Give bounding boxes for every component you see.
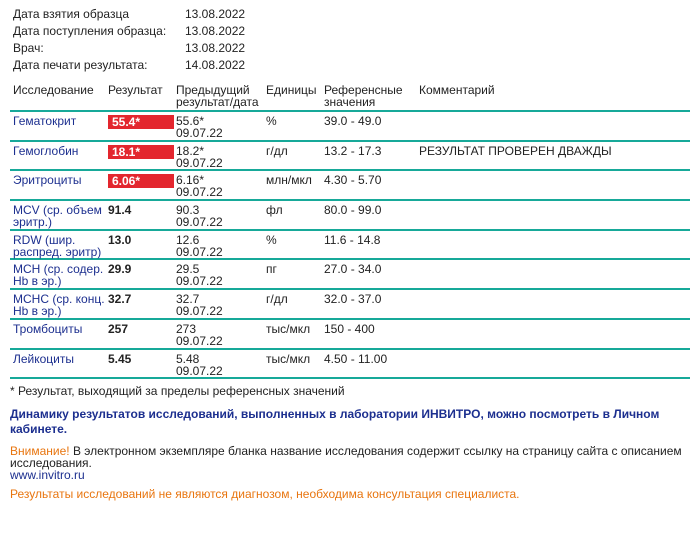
result-value: 91.4	[108, 203, 132, 218]
units: %	[266, 114, 277, 128]
result-cell	[108, 142, 176, 170]
header-previous: Предыдущий результат/дата	[176, 83, 259, 109]
print-date-label: Дата печати результата:	[13, 58, 148, 72]
comment	[419, 260, 690, 288]
previous-date: 09.07.22	[176, 244, 223, 259]
result-cell	[108, 290, 176, 318]
result-value: 13.0	[108, 232, 132, 247]
previous-result	[176, 201, 266, 229]
sample-date-label: Дата взятия образца	[13, 7, 129, 21]
result-value: 29.9	[108, 262, 132, 277]
units: пг	[266, 262, 277, 277]
comment	[419, 231, 690, 259]
receipt-date-label: Дата поступления образца:	[13, 24, 167, 38]
attention-note	[10, 445, 690, 481]
sample-info	[13, 6, 245, 74]
comment	[419, 320, 690, 348]
table-row	[10, 320, 690, 350]
previous-result	[176, 260, 266, 288]
result-cell	[108, 171, 176, 199]
previous-value: 5.48	[176, 351, 200, 366]
reference-range: 27.0 - 34.0	[324, 262, 382, 277]
previous-value: 273	[176, 321, 197, 336]
previous-date: 09.07.22	[176, 363, 223, 378]
test-name-link[interactable]: Эритроциты	[13, 173, 82, 188]
site-link[interactable]: www.invitro.ru	[10, 468, 85, 482]
previous-date: 09.07.22	[176, 126, 223, 140]
disclaimer: Результаты исследований не являются диагнозом, необходима консультация специалиста.	[10, 487, 520, 501]
result-cell	[108, 112, 176, 140]
table-row	[10, 142, 690, 172]
test-name-link[interactable]: MCH (ср. содер. Hb в эр.)	[13, 262, 104, 289]
table-row	[10, 201, 690, 231]
header-test: Исследование	[13, 83, 94, 97]
reference-range: 32.0 - 37.0	[324, 292, 382, 307]
previous-date: 09.07.22	[176, 155, 223, 170]
test-name-link[interactable]: MCV (ср. объем эритр.)	[13, 203, 102, 230]
previous-value: 12.6	[176, 232, 200, 247]
header-units: Единицы	[266, 83, 317, 97]
table-row	[10, 290, 690, 320]
previous-result	[176, 290, 266, 318]
previous-result	[176, 171, 266, 199]
print-date-row	[13, 57, 245, 74]
sample-date-value: 13.08.2022	[185, 7, 246, 21]
comment	[419, 350, 690, 378]
reference-range: 4.50 - 11.00	[324, 351, 388, 366]
table-row	[10, 260, 690, 290]
previous-value: 32.7	[176, 292, 200, 307]
test-name-link[interactable]: Лейкоциты	[13, 351, 75, 366]
previous-value: 90.3	[176, 203, 200, 218]
result-cell	[108, 231, 176, 259]
reference-range: 80.0 - 99.0	[324, 203, 382, 218]
units: г/дл	[266, 143, 288, 158]
table-row	[10, 350, 690, 380]
flagged-result: 18.1*	[108, 145, 174, 159]
previous-date: 09.07.22	[176, 185, 223, 200]
previous-value: 55.6*	[176, 114, 205, 128]
doctor-value: 13.08.2022	[185, 41, 246, 55]
footnote: * Результат, выходящий за пределы референсных значений	[10, 384, 345, 398]
result-value: 32.7	[108, 292, 132, 307]
result-cell	[108, 320, 176, 348]
header-result: Результат	[108, 83, 163, 97]
reference-range: 13.2 - 17.3	[324, 143, 382, 158]
test-name-link[interactable]: Гематокрит	[13, 114, 77, 128]
test-name-link[interactable]: RDW (шир. распред. эритр)	[13, 232, 102, 259]
units: г/дл	[266, 292, 288, 307]
results-table	[10, 84, 690, 379]
units: млн/мкл	[266, 173, 312, 188]
comment	[419, 171, 690, 199]
previous-value: 29.5	[176, 262, 200, 277]
units: фл	[266, 203, 283, 218]
previous-date: 09.07.22	[176, 304, 223, 319]
table-row	[10, 112, 690, 142]
test-name-link[interactable]: MCHC (ср. конц. Hb в эр.)	[13, 292, 105, 319]
attention-label: Внимание!	[10, 444, 70, 458]
units: %	[266, 232, 277, 247]
previous-result	[176, 350, 266, 378]
flagged-result: 6.06*	[108, 174, 174, 188]
receipt-date-row	[13, 23, 245, 40]
test-name-link[interactable]: Гемоглобин	[13, 143, 79, 158]
header-comment: Комментарий	[419, 83, 495, 97]
sample-date-row	[13, 6, 245, 23]
units: тыс/мкл	[266, 321, 311, 336]
previous-result	[176, 320, 266, 348]
print-date-value: 14.08.2022	[185, 58, 246, 72]
previous-date: 09.07.22	[176, 274, 223, 289]
table-row	[10, 171, 690, 201]
header-reference: Референсные значения	[324, 83, 403, 109]
previous-result	[176, 112, 266, 140]
previous-value: 6.16*	[176, 173, 205, 188]
comment: РЕЗУЛЬТАТ ПРОВЕРЕН ДВАЖДЫ	[419, 143, 612, 158]
reference-range: 4.30 - 5.70	[324, 173, 382, 188]
reference-range: 150 - 400	[324, 321, 375, 336]
previous-result	[176, 231, 266, 259]
comment	[419, 290, 690, 318]
comment	[419, 112, 690, 140]
reference-range: 11.6 - 14.8	[324, 232, 381, 247]
test-name-link[interactable]: Тромбоциты	[13, 321, 83, 336]
table-header	[10, 84, 690, 112]
previous-date: 09.07.22	[176, 333, 223, 348]
units: тыс/мкл	[266, 351, 311, 366]
attention-text: В электронном экземпляре бланка название исследования содержит ссылку на страницу сайта с описанием исследования.	[10, 444, 682, 470]
result-cell	[108, 350, 176, 378]
result-value: 5.45	[108, 351, 132, 366]
doctor-row	[13, 40, 245, 57]
table-row	[10, 231, 690, 261]
result-cell	[108, 201, 176, 229]
receipt-date-value: 13.08.2022	[185, 24, 246, 38]
previous-value: 18.2*	[176, 143, 205, 158]
doctor-label: Врач:	[13, 41, 44, 55]
previous-date: 09.07.22	[176, 215, 223, 230]
table-body	[10, 112, 690, 379]
result-value: 257	[108, 321, 129, 336]
dynamics-note: Динамику результатов исследований, выполненных в лаборатории ИНВИТРО, можно посмотреть в Личном кабинете.	[10, 407, 660, 436]
flagged-result: 55.4*	[108, 115, 174, 129]
reference-range: 39.0 - 49.0	[324, 114, 382, 128]
result-cell	[108, 260, 176, 288]
previous-result	[176, 142, 266, 170]
comment	[419, 201, 690, 229]
